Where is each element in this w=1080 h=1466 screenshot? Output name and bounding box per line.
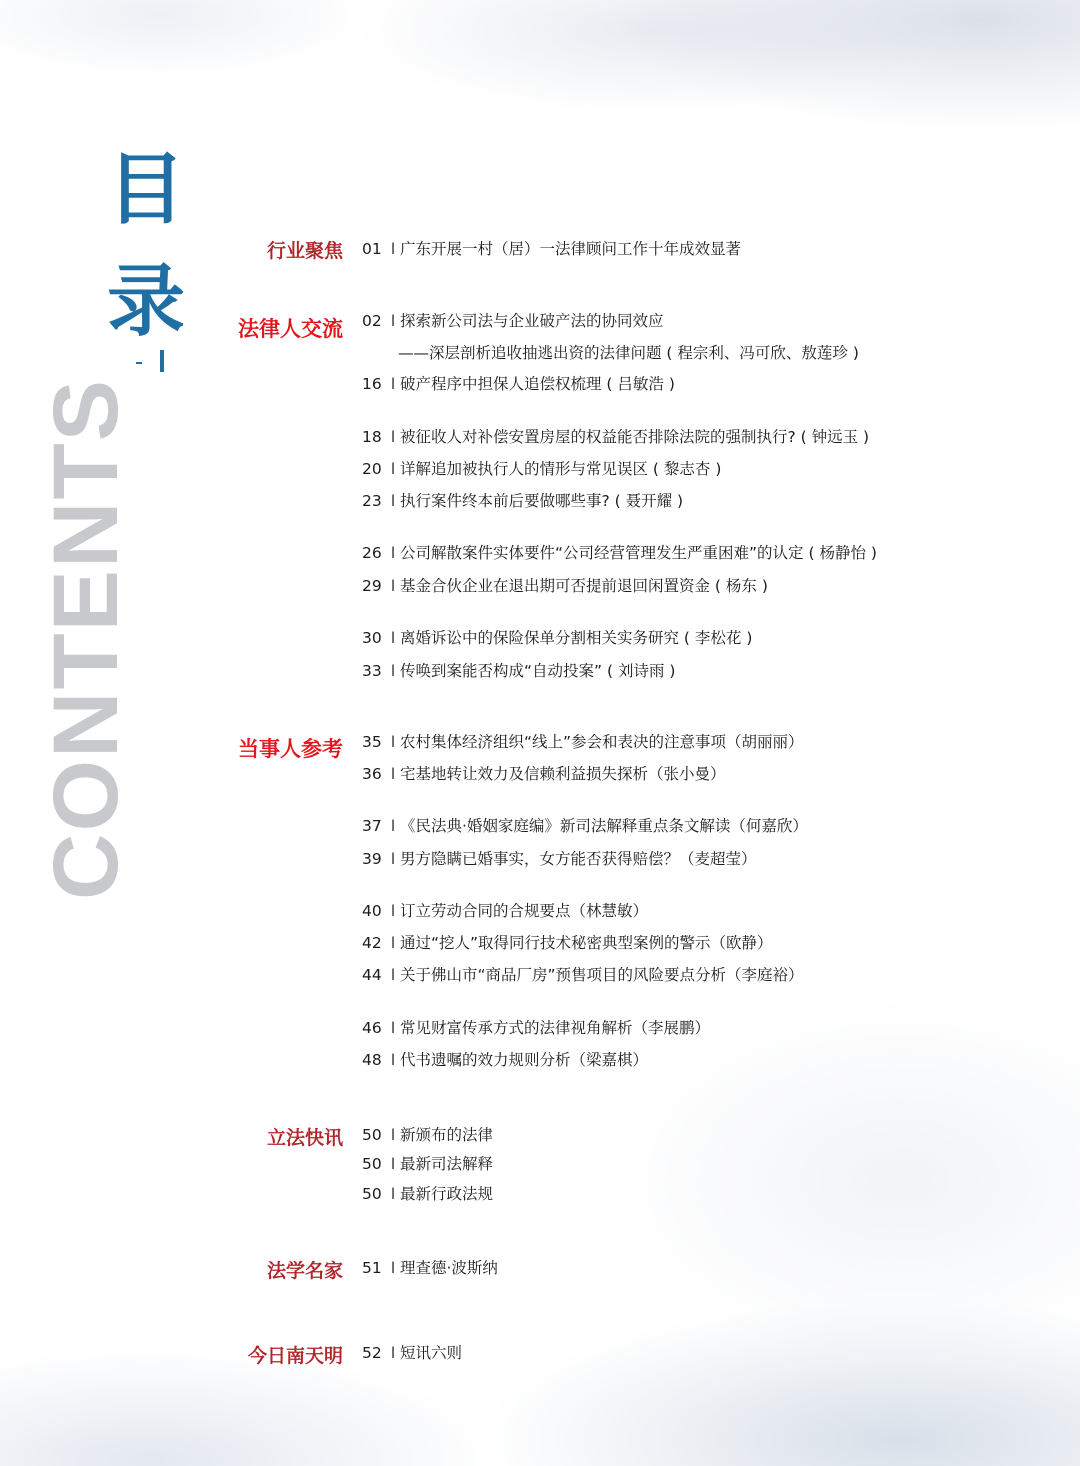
title-char-lu: 录	[106, 257, 185, 347]
entry-title: 离婚诉讼中的保险保单分割相关实务研究 ( 李松花 )	[400, 629, 753, 647]
page-number: 40	[362, 902, 382, 920]
page-number: 46	[362, 1019, 382, 1037]
page-number: 23	[362, 492, 382, 510]
toc-entry[interactable]	[362, 1343, 462, 1363]
separator: l	[390, 375, 396, 393]
entry-title: 广东开展一村（居）一法律顾问工作十年成效显著	[400, 240, 742, 258]
page-number: 02	[362, 312, 382, 330]
entry-title: 探索新公司法与企业破产法的协同效应	[400, 312, 664, 330]
section-label-legislation-news: 立法快讯	[266, 1127, 343, 1149]
toc-entry[interactable]	[362, 816, 808, 836]
toc-entry[interactable]	[362, 1125, 493, 1145]
separator: l	[390, 460, 396, 478]
separator: l	[390, 733, 396, 751]
toc-entry[interactable]	[362, 849, 757, 869]
separator: l	[390, 240, 396, 258]
page-number: 50	[362, 1126, 382, 1144]
page-number: 48	[362, 1051, 382, 1069]
toc-entry[interactable]	[362, 1018, 710, 1038]
page-number: 39	[362, 850, 382, 868]
entry-title: 常见财富传承方式的法律视角解析（李展鹏）	[400, 1019, 711, 1037]
title-char-mu: 目	[106, 145, 185, 235]
entry-title: 代书遗嘱的效力规则分析（梁嘉棋）	[400, 1051, 649, 1069]
page-number: 35	[362, 733, 382, 751]
toc-entry[interactable]	[362, 374, 675, 394]
separator: l	[390, 1344, 396, 1362]
toc-entry[interactable]	[362, 933, 773, 953]
page-number: 44	[362, 966, 382, 984]
entry-title: 基金合伙企业在退出期可否提前退回闲置资金 ( 杨东 )	[400, 577, 768, 595]
separator: l	[390, 902, 396, 920]
entry-title: 通过“挖人”取得同行技术秘密典型案例的警示（欧静）	[400, 934, 773, 952]
toc-entry[interactable]	[362, 491, 683, 511]
separator: l	[390, 1259, 396, 1277]
entry-title: 理查德·波斯纳	[400, 1259, 498, 1277]
title-bar-divider	[160, 350, 164, 372]
title-tick	[136, 362, 142, 364]
toc-entry[interactable]	[362, 661, 675, 681]
section-label-lawyer-exchange: 法律人交流	[238, 317, 343, 341]
separator: l	[390, 492, 396, 510]
page-number: 50	[362, 1185, 382, 1203]
page-number: 30	[362, 629, 382, 647]
separator: l	[390, 934, 396, 952]
separator: l	[390, 850, 396, 868]
toc-entry[interactable]	[362, 764, 726, 784]
page-number: 01	[362, 240, 382, 258]
toc-entry[interactable]	[362, 1184, 493, 1204]
page-number: 36	[362, 765, 382, 783]
entry-title: ——深层剖析追收抽逃出资的法律问题 ( 程宗利、冯可欣、敖莲珍 )	[398, 344, 859, 362]
toc-entry[interactable]	[362, 311, 664, 331]
toc-entry[interactable]	[362, 239, 741, 259]
entry-title: 被征收人对补偿安置房屋的权益能否排除法院的强制执行? ( 钟远玉 )	[400, 428, 870, 446]
section-label-party-reference: 当事人参考	[238, 737, 343, 761]
entry-title: 最新司法解释	[400, 1155, 494, 1173]
page-number: 51	[362, 1259, 382, 1277]
entry-title: 最新行政法规	[400, 1185, 494, 1203]
separator: l	[390, 544, 396, 562]
entry-title: 详解追加被执行人的情形与常见误区 ( 黎志杏 )	[400, 460, 722, 478]
toc-entry[interactable]	[362, 965, 804, 985]
separator: l	[390, 312, 396, 330]
toc-entry[interactable]	[362, 1154, 493, 1174]
entry-title: 农村集体经济组织“线上”参会和表决的注意事项（胡丽丽）	[400, 733, 804, 751]
toc-entry[interactable]	[362, 1258, 498, 1278]
entry-title: 公司解散案件实体要件“公司经营管理发生严重困难”的认定 ( 杨静怡 )	[400, 544, 877, 562]
separator: l	[390, 662, 396, 680]
entry-title: 订立劳动合同的合规要点（林慧敏）	[400, 902, 649, 920]
toc-entry[interactable]	[362, 576, 768, 596]
page-number: 52	[362, 1344, 382, 1362]
entry-title: 宅基地转让效力及信赖利益损失探析（张小曼）	[400, 765, 726, 783]
separator: l	[390, 1051, 396, 1069]
page-number: 29	[362, 577, 382, 595]
toc-entry[interactable]	[362, 459, 721, 479]
entry-title: 男方隐瞒已婚事实，女方能否获得赔偿？（麦超莹）	[400, 850, 757, 868]
toc-entry[interactable]	[362, 732, 804, 752]
page-number: 37	[362, 817, 382, 835]
separator: l	[390, 765, 396, 783]
separator: l	[390, 1126, 396, 1144]
separator: l	[390, 817, 396, 835]
page-number: 26	[362, 544, 382, 562]
entry-title: 新颁布的法律	[400, 1126, 494, 1144]
entry-title: 传唤到案能否构成“自动投案” ( 刘诗雨 )	[400, 662, 676, 680]
separator: l	[390, 1185, 396, 1203]
separator: l	[390, 1019, 396, 1037]
page-number: 42	[362, 934, 382, 952]
toc-entry[interactable]	[362, 543, 877, 563]
contents-vertical-word: CONTENTS	[35, 378, 137, 900]
entry-title: 破产程序中担保人追偿权梳理 ( 吕敏浩 )	[400, 375, 675, 393]
toc-entry[interactable]	[362, 901, 648, 921]
page-number: 33	[362, 662, 382, 680]
section-label-industry-focus: 行业聚焦	[266, 240, 343, 262]
separator: l	[390, 428, 396, 446]
page-number: 20	[362, 460, 382, 478]
page-number: 16	[362, 375, 382, 393]
page-number: 50	[362, 1155, 382, 1173]
entry-title: 《民法典·婚姻家庭编》新司法解释重点条文解读（何嘉欣）	[400, 817, 808, 835]
section-label-legal-masters: 法学名家	[266, 1260, 343, 1282]
separator: l	[390, 1155, 396, 1173]
toc-entry[interactable]	[362, 628, 752, 648]
section-label-today-nantianming: 今日南天明	[247, 1345, 343, 1367]
page-number: 18	[362, 428, 382, 446]
separator: l	[390, 577, 396, 595]
toc-entry[interactable]	[362, 427, 869, 447]
entry-title: 短讯六则	[400, 1344, 463, 1362]
entry-title: 执行案件终本前后要做哪些事? ( 聂开耀 )	[400, 492, 684, 510]
separator: l	[390, 629, 396, 647]
toc-entry[interactable]	[362, 1050, 648, 1070]
separator: l	[390, 966, 396, 984]
toc-entry-subtitle[interactable]	[398, 343, 859, 363]
entry-title: 关于佛山市“商品厂房”预售项目的风险要点分析（李庭裕）	[400, 966, 804, 984]
